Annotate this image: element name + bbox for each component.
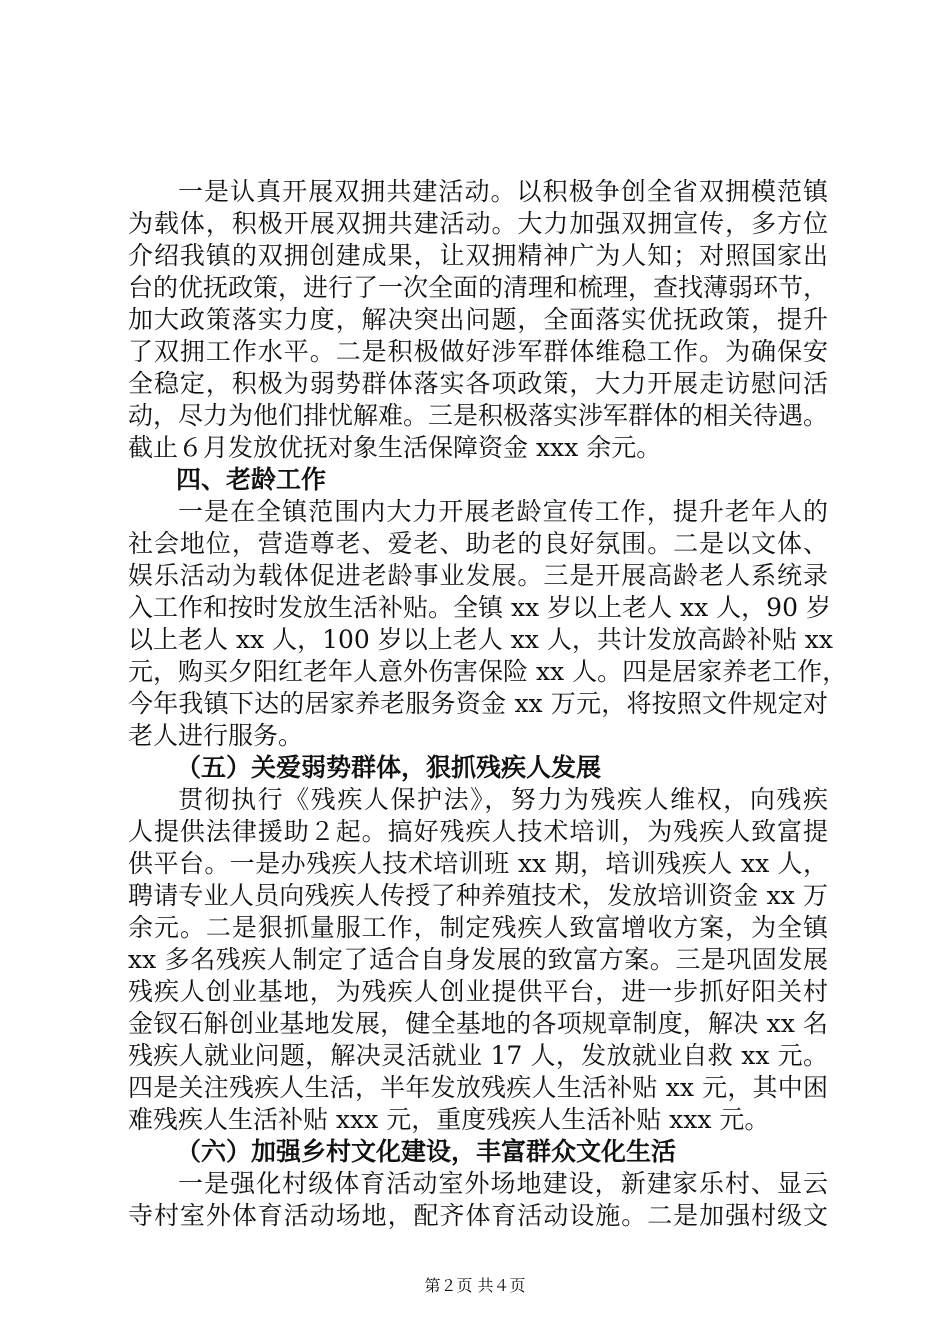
text-line: 贯彻执行《残疾人保护法》，努力为残疾人维权，向残疾: [178, 785, 828, 814]
text-line: 加大政策落实力度，解决突出问题，全面落实优抚政策，提升: [128, 305, 828, 334]
text-line: 台的优抚政策，进行了一次全面的清理和梳理，查找薄弱环节，: [128, 273, 829, 302]
paragraph-elderly: [128, 496, 848, 752]
paragraph-shuangyong: [128, 176, 828, 464]
page-number-footer: 第２页 共４页: [424, 1276, 526, 1295]
text-line: 寺村室外体育活动场地，配齐体育活动设施。二是加强村级文: [128, 1201, 828, 1230]
paragraph-culture: [128, 1168, 828, 1232]
text-line: 全稳定，积极为弱势群体落实各项政策，大力开展走访慰问活: [128, 369, 828, 398]
text-line: 动，尽力为他们排忧解难。三是积极落实涉军群体的相关待遇。: [128, 401, 829, 430]
text-line: 难残疾人生活补贴 xxx 元，重度残疾人生活补贴 xxx 元。: [128, 1105, 770, 1134]
section-heading-elderly: 四、老龄工作: [176, 465, 327, 494]
text-line: 为载体，积极开展双拥共建活动。大力加强双拥宣传，多方位: [128, 209, 828, 238]
text-line: xx 多名残疾人制定了适合自身发展的致富方案。三是巩固发展: [128, 945, 828, 974]
text-line: 残疾人就业问题，解决灵活就业 17 人，发放就业自救 xx 元。: [128, 1041, 828, 1070]
text-line: 四是关注残疾人生活，半年发放残疾人生活补贴 xx 元，其中困: [128, 1073, 828, 1102]
text-line: 入工作和按时发放生活补贴。全镇 xx 岁以上老人 xx 人，90 岁: [128, 593, 831, 622]
text-line: 以上老人 xx 人，100 岁以上老人 xx 人，共计发放高龄补贴 xx: [128, 625, 833, 654]
text-line: 一是在全镇范围内大力开展老龄宣传工作，提升老年人的: [178, 497, 828, 526]
text-line: 娱乐活动为载体促进老龄事业发展。三是开展高龄老人系统录: [128, 561, 828, 590]
text-line: 社会地位，营造尊老、爱老、助老的良好氛围。二是以文体、: [128, 529, 828, 558]
paragraph-disabled: [128, 784, 828, 1136]
text-line: 今年我镇下达的居家养老服务资金 xx 万元，将按照文件规定对: [128, 689, 828, 718]
section-heading-disabled: （五）关爱弱势群体，狠抓残疾人发展: [176, 753, 602, 782]
text-line: 一是强化村级体育活动室外场地建设，新建家乐村、显云: [178, 1169, 828, 1198]
text-line: 介绍我镇的双拥创建成果，让双拥精神广为人知；对照国家出: [128, 241, 828, 270]
text-line: 人提供法律援助２起。搞好残疾人技术培训，为残疾人致富提: [128, 817, 828, 846]
text-line: 供平台。一是办残疾人技术培训班 xx 期，培训残疾人 xx 人，: [128, 849, 828, 878]
text-line: 元，购买夕阳红老年人意外伤害保险 xx 人。四是居家养老工作，: [128, 657, 848, 686]
text-line: 了双拥工作水平。二是积极做好涉军群体维稳工作。为确保安: [128, 337, 828, 366]
text-line: 老人进行服务。: [128, 721, 304, 750]
text-line: 金钗石斛创业基地发展，健全基地的各项规章制度，解决 xx 名: [128, 1009, 828, 1038]
section-heading-culture: （六）加强乡村文化建设，丰富群众文化生活: [176, 1137, 677, 1166]
text-line: 残疾人创业基地，为残疾人创业提供平台，进一步抓好阳关村: [128, 977, 828, 1006]
text-line: 聘请专业人员向残疾人传授了种养殖技术，发放培训资金 xx 万: [128, 881, 828, 910]
text-line: 截止６月发放优抚对象生活保障资金 xxx 余元。: [128, 433, 662, 462]
text-line: 余元。二是狠抓量服工作，制定残疾人致富增收方案，为全镇: [128, 913, 828, 942]
document-body: [128, 176, 848, 1232]
text-line: 一是认真开展双拥共建活动。以积极争创全省双拥模范镇: [178, 177, 828, 206]
